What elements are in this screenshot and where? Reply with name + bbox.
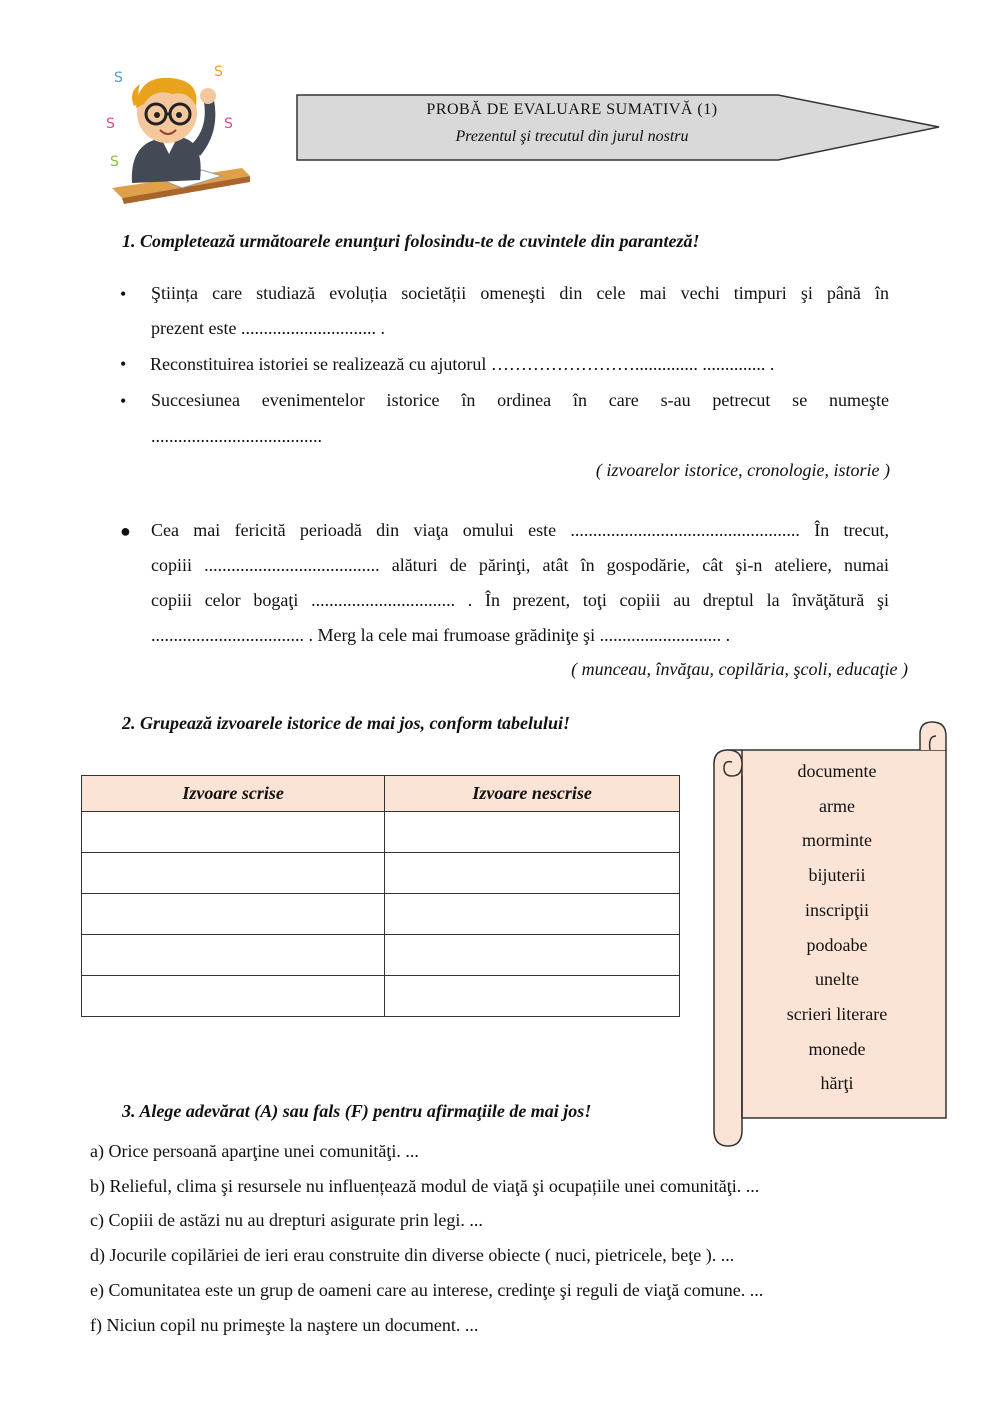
- scroll-word: monede: [808, 1039, 866, 1059]
- exercise-3-heading: 3. Alege adevărat (A) sau fals (F) pentru afirmaţiile de mai jos!: [122, 1101, 592, 1121]
- scroll-word: podoabe: [806, 935, 868, 955]
- word-hint-1: ( izvoarelor istorice, cronologie, istorie ): [595, 460, 890, 480]
- word-hint-2: ( munceau, învăţau, copilăria, şcoli, educaţie ): [571, 659, 908, 679]
- scroll-word: unelte: [815, 969, 859, 989]
- statement-a: a) Orice persoană aparţine unei comunităţi. ...: [90, 1141, 419, 1161]
- bullet-icon: •: [120, 391, 127, 411]
- svg-text:S: S: [224, 116, 233, 132]
- statement-c: c) Copiii de astăzi nu au drepturi asigurate prin legi. ...: [90, 1210, 483, 1230]
- scroll-word: inscripţii: [805, 900, 869, 920]
- answer-cell[interactable]: [385, 812, 680, 853]
- statement-3-line-1: Succesiunea evenimentelor istorice în ordinea în care s-au petrecut se numeşte: [151, 390, 889, 410]
- answer-cell[interactable]: [82, 976, 385, 1017]
- svg-text:S: S: [106, 116, 115, 132]
- table-row: [82, 812, 680, 853]
- scroll-word: documente: [797, 761, 877, 781]
- svg-text:S: S: [214, 64, 223, 80]
- exercise-2-heading: 2. Grupează izvoarele istorice de mai jos, conform tabelului!: [122, 713, 570, 733]
- statement-d: d) Jocurile copilăriei de ieri erau construite din diverse obiecte ( nuci, pietricele, beţe ). ...: [90, 1245, 735, 1265]
- answer-cell[interactable]: [385, 894, 680, 935]
- scroll-word: bijuterii: [808, 865, 866, 885]
- bullet-icon: ●: [120, 521, 131, 541]
- test-title: PROBĂ DE EVALUARE SUMATIVĂ (1): [426, 101, 718, 118]
- table-row: [82, 976, 680, 1017]
- bullet-icon: •: [120, 284, 127, 304]
- statement-1-line-2: prezent este .............................. .: [151, 318, 385, 338]
- bullet-icon: •: [120, 354, 127, 374]
- column-header-unwritten: Izvoare nescrise: [385, 776, 680, 812]
- answer-cell[interactable]: [82, 894, 385, 935]
- scroll-word: hărţi: [820, 1073, 854, 1093]
- paragraph-line-4: .................................. . Merg la cele mai frumoase grădiniţe şi ........................... .: [151, 625, 731, 645]
- sources-table: [81, 775, 680, 1017]
- statement-3-line-2: ......................................: [151, 426, 322, 446]
- statement-2: Reconstituirea istoriei se realizează cu ajutorul …………………….............. .............. .: [150, 354, 775, 374]
- statement-b: b) Relieful, clima şi resursele nu influențează modul de viaţă şi ocupațiile unei comunităţi. ...: [90, 1176, 760, 1196]
- exercise-1-heading: 1. Completează următoarele enunţuri folosindu-te de cuvintele din paranteză!: [122, 231, 700, 251]
- scroll-word: morminte: [802, 830, 872, 850]
- scroll-word: arme: [819, 796, 855, 816]
- scroll-word: scrieri literare: [786, 1004, 888, 1024]
- paragraph-line-1: Cea mai fericită perioadă din viaţa omului este ................................................... În trecut,: [151, 520, 889, 540]
- table-row: [82, 894, 680, 935]
- paragraph-line-2: copiii ....................................... alături de părinţi, atât în gospodărie, cât şi-n ateliere, numai: [151, 555, 889, 575]
- svg-text:S: S: [110, 154, 119, 170]
- student-illustration: [92, 58, 252, 206]
- answer-cell[interactable]: [82, 935, 385, 976]
- column-header-written: Izvoare scrise: [82, 776, 385, 812]
- table-row: [82, 853, 680, 894]
- statement-e: e) Comunitatea este un grup de oameni care au interese, credinţe şi reguli de viaţă comune. ...: [90, 1280, 764, 1300]
- answer-cell[interactable]: [385, 976, 680, 1017]
- answer-cell[interactable]: [82, 853, 385, 894]
- paragraph-line-3: copiii celor bogaţi ................................ . În prezent, toţi copiii au dreptul la învăţătură şi: [151, 590, 889, 610]
- answer-cell[interactable]: [385, 935, 680, 976]
- statement-1-line-1: Ştiința care studiază evoluția societății omeneşti din cele mai vechi timpuri şi până în: [151, 283, 889, 303]
- test-subtitle: Prezentul şi trecutul din jurul nostru: [455, 128, 689, 145]
- answer-cell[interactable]: [385, 853, 680, 894]
- svg-text:S: S: [114, 70, 123, 86]
- table-row: [82, 935, 680, 976]
- answer-cell[interactable]: [82, 812, 385, 853]
- statement-f: f) Niciun copil nu primeşte la naştere un document. ...: [90, 1315, 479, 1335]
